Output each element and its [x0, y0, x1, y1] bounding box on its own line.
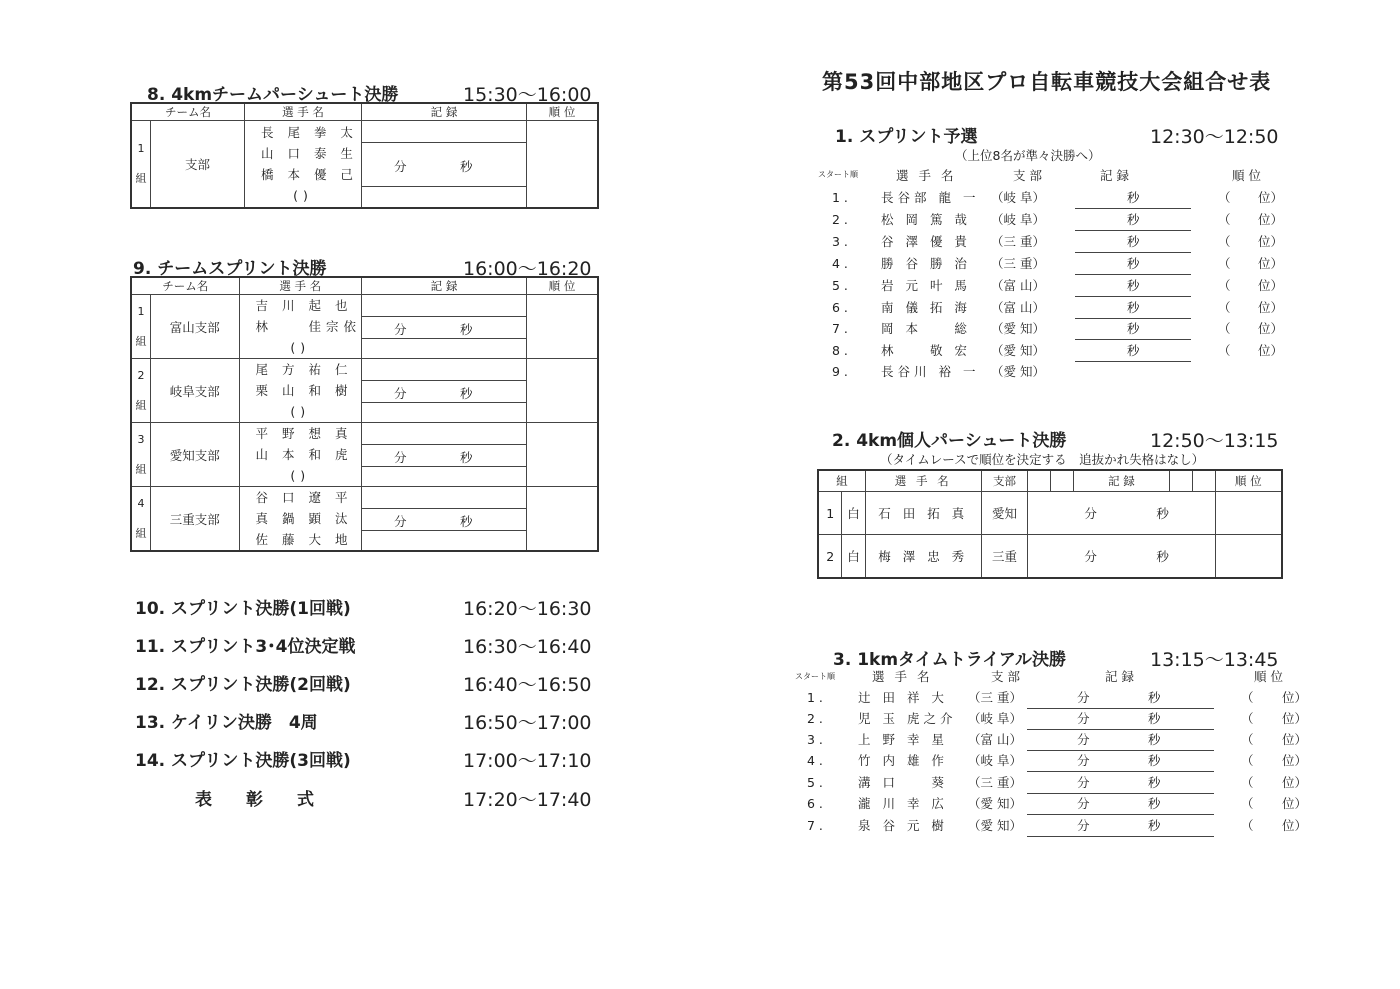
- rank-open: （: [1218, 256, 1231, 271]
- start-number: 4 .: [832, 256, 848, 271]
- rank-open: （: [1218, 321, 1231, 336]
- rank-open: （: [1241, 711, 1254, 726]
- group-number: 4: [137, 496, 145, 510]
- group-kumi: 組: [135, 462, 147, 476]
- record-seconds: 秒: [1127, 300, 1140, 315]
- s3-header-branch: 支 部: [991, 669, 1020, 684]
- record-seconds: 秒: [1156, 506, 1169, 521]
- rider-name: 真 鍋 顕 汰: [255, 511, 353, 526]
- s9-header-team: チーム名: [131, 277, 239, 295]
- rank-close: 位）: [1258, 321, 1284, 336]
- s1-header-record: 記 録: [1100, 168, 1129, 183]
- start-number: 9 .: [832, 364, 848, 379]
- s9-header-name: 選 手 名: [239, 277, 361, 295]
- list-item: [0, 253, 1400, 275]
- s2-header-name: 選 手 名: [865, 470, 981, 492]
- s1-header-rank: 順 位: [1232, 168, 1261, 183]
- rider-name: 岡 本 総: [881, 321, 971, 336]
- s2-row: [818, 492, 1282, 535]
- start-number: 1 .: [832, 190, 848, 205]
- rider-name: 谷 澤 優 貴: [881, 234, 971, 249]
- team-name: 愛知支部: [151, 423, 240, 487]
- group-kumi: 組: [135, 334, 147, 348]
- record-minutes: 分: [1077, 796, 1090, 811]
- record-minutes: 分: [394, 386, 407, 401]
- rider-branch: （富 山）: [991, 278, 1045, 293]
- team-name: 支部: [151, 121, 245, 209]
- rider-name: 栗 山 和 樹: [255, 383, 353, 398]
- record-seconds: 秒: [460, 322, 473, 337]
- rider-name: 山 本 和 虎: [255, 447, 353, 462]
- rider-name: 溝 口 葵: [858, 775, 948, 790]
- rank-close: 位）: [1282, 796, 1308, 811]
- rank-open: （: [1241, 796, 1254, 811]
- s2-row: [818, 535, 1282, 579]
- rider-name: (): [293, 188, 313, 203]
- record-minutes: 分: [394, 322, 407, 337]
- rider-name: 谷 口 遼 平: [255, 490, 353, 505]
- rank-open: （: [1218, 212, 1231, 227]
- record-seconds: 秒: [1148, 796, 1161, 811]
- s3-title: 3. 1kmタイムトライアル決勝: [833, 650, 1067, 670]
- rider-name: 梅 澤 忠 秀: [865, 535, 981, 579]
- page-title: 第53回中部地区プロ自転車競技大会組合せ表: [822, 70, 1272, 94]
- list-item: [0, 729, 1400, 751]
- rider-branch: （富 山）: [968, 732, 1022, 747]
- row-color: 白: [842, 535, 865, 579]
- rider-name: 長谷部 龍 一: [881, 190, 980, 205]
- rank-close: 位）: [1258, 256, 1284, 271]
- rider-name: 橋 本 優 己: [261, 167, 358, 182]
- list-item: [0, 750, 1400, 772]
- s2-time: 12:50〜13:15: [1150, 430, 1279, 452]
- list-item: [0, 361, 1400, 383]
- rider-name: 吉 川 起 也: [255, 298, 353, 313]
- list-item: [0, 275, 1400, 297]
- record-seconds: 秒: [1148, 690, 1161, 705]
- rank-open: （: [1241, 753, 1254, 768]
- schedule-item-time: 16:30〜16:40: [463, 636, 592, 658]
- rank-cell: [527, 423, 599, 487]
- rank-close: 位）: [1258, 190, 1284, 205]
- record-seconds: 秒: [460, 386, 473, 401]
- start-number: 6 .: [807, 796, 823, 811]
- rank-close: 位）: [1282, 775, 1308, 790]
- rider-branch: （愛 知）: [968, 796, 1022, 811]
- list-item: [0, 297, 1400, 319]
- rank-close: 位）: [1282, 711, 1308, 726]
- s9-group-row: [131, 487, 598, 552]
- s9-title: 9. チームスプリント決勝: [133, 259, 327, 279]
- rider-branch: （岐 阜）: [991, 212, 1045, 227]
- rider-branch: （富 山）: [991, 300, 1045, 315]
- record-seconds: 秒: [460, 159, 473, 174]
- list-item: [0, 318, 1400, 340]
- rider-name: (): [290, 340, 311, 355]
- group-number: 3: [137, 432, 145, 446]
- s1-note: （上位8名が準々決勝へ）: [955, 148, 1101, 163]
- record-seconds: 秒: [1148, 753, 1161, 768]
- start-number: 5 .: [807, 775, 823, 790]
- list-item: [0, 815, 1400, 837]
- rider-name: 佐 藤 大 地: [255, 532, 353, 547]
- schedule-item-label: 10. スプリント決勝(1回戦): [135, 599, 351, 619]
- rider-branch: （愛 知）: [968, 818, 1022, 833]
- rider-name: 勝 谷 勝 治: [881, 256, 971, 271]
- rider-branch: （三 重）: [991, 234, 1045, 249]
- s1-header-name: 選 手 名: [896, 168, 957, 183]
- s9-header-rank: 順 位: [527, 277, 599, 295]
- rider-name: 竹 内 雄 作: [858, 753, 948, 768]
- rider-name: 林 佳宗依: [255, 319, 361, 334]
- list-item: [0, 708, 1400, 730]
- s8-header-rank: 順 位: [527, 103, 599, 121]
- start-number: 8 .: [832, 343, 848, 358]
- rank-open: （: [1218, 234, 1231, 249]
- s1-header-start: スタート順: [818, 170, 858, 179]
- record-minutes: 分: [1077, 690, 1090, 705]
- list-item: [0, 793, 1400, 815]
- s9-group-row: [131, 423, 598, 487]
- s8-title: 8. 4kmチームパーシュート決勝: [147, 85, 399, 105]
- record-seconds: 秒: [1148, 711, 1161, 726]
- rider-branch: 三重: [981, 535, 1028, 579]
- rank-close: 位）: [1258, 234, 1284, 249]
- rank-close: 位）: [1282, 690, 1308, 705]
- start-number: 1 .: [807, 690, 823, 705]
- rider-branch: （三 重）: [968, 775, 1022, 790]
- rider-branch: （三 重）: [968, 690, 1022, 705]
- s2-header-group: 組: [818, 470, 865, 492]
- record-seconds: 秒: [1127, 234, 1140, 249]
- s2-header-rank: 順 位: [1215, 470, 1282, 492]
- s1-title: 1. スプリント予選: [835, 127, 978, 147]
- record-minutes: 分: [1077, 775, 1090, 790]
- rank-open: （: [1218, 343, 1231, 358]
- rider-name: 岩 元 叶 馬: [881, 278, 971, 293]
- record-seconds: 秒: [460, 450, 473, 465]
- rider-branch: （愛 知）: [991, 321, 1045, 336]
- rank-close: 位）: [1282, 753, 1308, 768]
- team-name: 三重支部: [151, 487, 240, 552]
- s9-time: 16:00〜16:20: [463, 258, 592, 280]
- record-seconds: 秒: [1148, 818, 1161, 833]
- s3-header-rank: 順 位: [1254, 669, 1283, 684]
- rider-name: 山 口 泰 生: [261, 146, 358, 161]
- record-minutes: 分: [394, 514, 407, 529]
- record-seconds: 秒: [1148, 732, 1161, 747]
- rider-branch: （岐 阜）: [968, 711, 1022, 726]
- rider-name: 瀧 川 幸 広: [858, 796, 948, 811]
- schedule-item-time: 16:20〜16:30: [463, 598, 592, 620]
- rank-close: 位）: [1282, 732, 1308, 747]
- record-minutes: 分: [1084, 549, 1097, 564]
- list-item: [0, 340, 1400, 362]
- group-number: 2: [137, 368, 145, 382]
- s8-header-name: 選 手 名: [245, 103, 362, 121]
- rank-open: （: [1241, 732, 1254, 747]
- rider-name: 平 野 想 真: [255, 426, 353, 441]
- list-item: [0, 231, 1400, 253]
- list-item: [0, 772, 1400, 794]
- schedule-item-label: 14. スプリント決勝(3回戦): [135, 751, 351, 771]
- schedule-item-label: 12. スプリント決勝(2回戦): [135, 675, 351, 695]
- group-kumi: 組: [135, 526, 147, 540]
- rider-branch: （三 重）: [991, 256, 1045, 271]
- record-seconds: 秒: [1156, 549, 1169, 564]
- record-seconds: 秒: [460, 514, 473, 529]
- rank-open: （: [1218, 300, 1231, 315]
- rider-branch: （愛 知）: [991, 343, 1045, 358]
- rank-open: （: [1241, 690, 1254, 705]
- record-minutes: 分: [1077, 711, 1090, 726]
- record-minutes: 分: [394, 450, 407, 465]
- rider-name: 上 野 幸 星: [858, 732, 948, 747]
- s8-header-team: チーム名: [131, 103, 245, 121]
- s2-note: （タイムレースで順位を決定する 追抜かれ失格はなし）: [880, 452, 1205, 467]
- rank-cell: [1215, 535, 1282, 579]
- rank-open: （: [1218, 278, 1231, 293]
- team-name: 岐阜支部: [151, 359, 240, 423]
- rider-branch: （岐 阜）: [991, 190, 1045, 205]
- row-color: 白: [842, 492, 865, 535]
- rider-name: 松 岡 篤 哉: [881, 212, 971, 227]
- record-seconds: 秒: [1127, 190, 1140, 205]
- schedule-item-label: 表 彰 式: [195, 790, 314, 810]
- rank-close: 位）: [1258, 278, 1284, 293]
- rider-name: 児 玉 虎之介: [858, 711, 957, 726]
- rank-close: 位）: [1258, 300, 1284, 315]
- rider-name: 南 儀 拓 海: [881, 300, 971, 315]
- schedule-item-time: 16:50〜17:00: [463, 712, 592, 734]
- s3-time: 13:15〜13:45: [1150, 649, 1279, 671]
- rider-name: 泉 谷 元 樹: [858, 818, 948, 833]
- rider-name: 林 敬 宏: [881, 343, 971, 358]
- start-number: 3 .: [832, 234, 848, 249]
- start-number: 2 .: [832, 212, 848, 227]
- s1-header-branch: 支 部: [1013, 168, 1042, 183]
- start-number: 6 .: [832, 300, 848, 315]
- s2-header-branch: 支部: [981, 470, 1028, 492]
- group-number: 1: [137, 304, 145, 318]
- s8-header-record: 記 録: [362, 103, 527, 121]
- record-minutes: 分: [1077, 753, 1090, 768]
- row-number: 1: [818, 492, 842, 535]
- s1-time: 12:30〜12:50: [1150, 126, 1279, 148]
- s3-header-start: スタート順: [795, 672, 835, 681]
- s3-header-record: 記 録: [1105, 669, 1134, 684]
- schedule-item-label: 11. スプリント3･4位決定戦: [135, 637, 356, 657]
- rider-name: 石 田 拓 真: [865, 492, 981, 535]
- record-minutes: 分: [1084, 506, 1097, 521]
- schedule-item-label: 13. ケイリン決勝 4周: [135, 713, 318, 733]
- start-number: 5 .: [832, 278, 848, 293]
- record-minutes: 分: [1077, 818, 1090, 833]
- list-item: [0, 687, 1400, 709]
- start-number: 2 .: [807, 711, 823, 726]
- rank-close: 位）: [1282, 818, 1308, 833]
- record-seconds: 秒: [1127, 212, 1140, 227]
- rank-open: （: [1241, 775, 1254, 790]
- rider-name: 辻 田 祥 大: [858, 690, 948, 705]
- s9-header-record: 記 録: [362, 277, 527, 295]
- rank-open: （: [1241, 818, 1254, 833]
- record-seconds: 秒: [1148, 775, 1161, 790]
- rank-close: 位）: [1258, 343, 1284, 358]
- team-name: 富山支部: [151, 295, 240, 359]
- rider-name: 長 尾 拳 太: [261, 125, 358, 140]
- rider-name: (): [290, 404, 311, 419]
- schedule-item-time: 17:00〜17:10: [463, 750, 592, 772]
- schedule-item-time: 17:20〜17:40: [463, 789, 592, 811]
- start-number: 3 .: [807, 732, 823, 747]
- record-minutes: 分: [394, 159, 407, 174]
- record-minutes: 分: [1077, 732, 1090, 747]
- start-number: 7 .: [807, 818, 823, 833]
- s2-table: [817, 469, 1283, 579]
- group-kumi: 組: [135, 172, 147, 185]
- schedule-item-time: 16:40〜16:50: [463, 674, 592, 696]
- group-number: 1: [137, 142, 145, 155]
- rank-close: 位）: [1258, 212, 1284, 227]
- record-seconds: 秒: [1127, 343, 1140, 358]
- list-item: [0, 187, 1400, 209]
- rider-branch: （愛 知）: [991, 364, 1045, 379]
- rider-branch: （岐 阜）: [968, 753, 1022, 768]
- rank-cell: [1215, 492, 1282, 535]
- record-seconds: 秒: [1127, 321, 1140, 336]
- rider-branch: 愛知: [981, 492, 1028, 535]
- row-number: 2: [818, 535, 842, 579]
- record-seconds: 秒: [1127, 278, 1140, 293]
- s2-header-record: 記 録: [1073, 470, 1169, 492]
- list-item: [0, 209, 1400, 231]
- start-number: 4 .: [807, 753, 823, 768]
- s2-title: 2. 4km個人パーシュート決勝: [832, 431, 1067, 451]
- start-number: 7 .: [832, 321, 848, 336]
- group-kumi: 組: [135, 398, 147, 412]
- rank-cell: [527, 487, 599, 552]
- record-seconds: 秒: [1127, 256, 1140, 271]
- s8-time: 15:30〜16:00: [463, 84, 592, 106]
- rider-name: (): [290, 468, 311, 483]
- rider-name: 尾 方 祐 仁: [255, 362, 353, 377]
- s3-header-name: 選 手 名: [872, 669, 933, 684]
- rank-open: （: [1218, 190, 1231, 205]
- rider-name: 長谷川 裕 一: [881, 364, 980, 379]
